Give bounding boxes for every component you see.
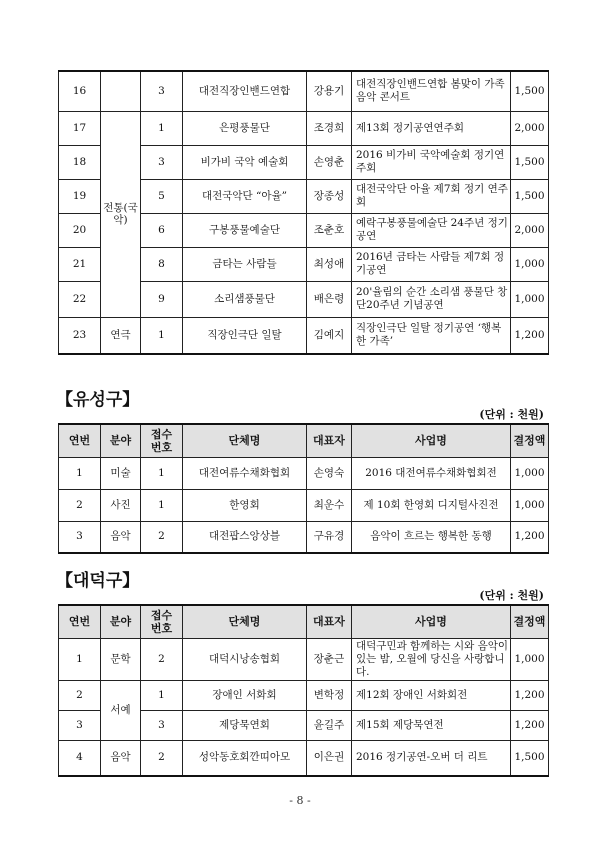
row-number: 23	[59, 317, 101, 354]
representative: 윤길주	[307, 710, 352, 740]
project-name: 대전국악단 아율 제7회 정기 연주회	[352, 179, 511, 213]
organization-name: 대덕시낭송협회	[183, 638, 307, 680]
header-amount: 결정액	[511, 605, 549, 638]
yuseong-section-title: 【유성구】	[56, 390, 140, 410]
table-row	[59, 111, 549, 145]
header-registration: 접수 번호	[141, 424, 183, 457]
registration-number: 1	[141, 317, 183, 354]
header-number: 연번	[59, 424, 101, 457]
amount: 1,000	[511, 638, 549, 680]
organization-name: 대전팝스앙상블	[183, 521, 307, 553]
row-number: 20	[59, 213, 101, 247]
row-number: 22	[59, 281, 101, 317]
organization-name: 구봉풍물예술단	[183, 213, 307, 247]
field-cell: 음악	[101, 521, 141, 553]
amount: 1,500	[511, 71, 549, 111]
header-organization: 단체명	[183, 605, 307, 638]
row-number: 4	[59, 740, 101, 776]
project-name: 2016년 금타는 사람들 제7회 정기공연	[352, 247, 511, 281]
header-number: 연번	[59, 605, 101, 638]
daedeok-section-title: 【대덕구】	[56, 571, 140, 591]
header-amount: 결정액	[511, 424, 549, 457]
organization-name: 대전여류수채화협회	[183, 457, 307, 489]
project-name: 예락구봉풍물예술단 24주년 정기공연	[352, 213, 511, 247]
row-number: 3	[59, 710, 101, 740]
row-number: 1	[59, 457, 101, 489]
header-row	[59, 605, 549, 638]
representative: 강용기	[307, 71, 352, 111]
project-name: 제15회 제당묵연전	[352, 710, 511, 740]
amount: 1,500	[511, 179, 549, 213]
organization-name: 직장인극단 일탈	[183, 317, 307, 354]
organization-name: 제당묵연회	[183, 710, 307, 740]
table-row	[59, 521, 549, 553]
page-number: - 8 -	[289, 794, 311, 807]
amount: 1,500	[511, 740, 549, 776]
yuseong-table	[58, 423, 549, 554]
header-project: 사업명	[352, 605, 511, 638]
registration-number: 1	[141, 680, 183, 710]
header-registration: 접수 번호	[141, 605, 183, 638]
organization-name: 비가비 국악 예술회	[183, 145, 307, 179]
amount: 1,200	[511, 680, 549, 710]
representative: 손영숙	[307, 457, 352, 489]
project-name: 제13회 정기공연연주회	[352, 111, 511, 145]
table-row	[59, 638, 549, 680]
representative: 조춘호	[307, 213, 352, 247]
field-cell: 서예	[101, 680, 141, 740]
amount: 1,000	[511, 247, 549, 281]
row-number: 16	[59, 71, 101, 111]
representative: 변학정	[307, 680, 352, 710]
table-row	[59, 457, 549, 489]
amount: 1,200	[511, 710, 549, 740]
organization-name: 소리샘풍물단	[183, 281, 307, 317]
header-organization: 단체명	[183, 424, 307, 457]
representative: 손영춘	[307, 145, 352, 179]
project-name: 음악이 흐르는 행복한 동행	[352, 521, 511, 553]
organization-name: 은평풍물단	[183, 111, 307, 145]
daedeok-unit-label: (단위 : 천원)	[479, 589, 544, 602]
representative: 장종성	[307, 179, 352, 213]
row-number: 1	[59, 638, 101, 680]
row-number: 2	[59, 489, 101, 521]
row-number: 3	[59, 521, 101, 553]
project-name: 2016 정기공연-오버 더 리트	[352, 740, 511, 776]
row-number: 19	[59, 179, 101, 213]
daedeok-table	[58, 604, 549, 777]
amount: 1,000	[511, 281, 549, 317]
registration-number: 2	[141, 521, 183, 553]
top-table	[58, 70, 549, 355]
header-representative: 대표자	[307, 424, 352, 457]
header-representative: 대표자	[307, 605, 352, 638]
registration-number: 3	[141, 145, 183, 179]
table-row	[59, 71, 549, 111]
amount: 2,000	[511, 213, 549, 247]
amount: 1,200	[511, 317, 549, 354]
registration-number: 6	[141, 213, 183, 247]
organization-name: 금타는 사람들	[183, 247, 307, 281]
registration-number: 2	[141, 740, 183, 776]
table-row	[59, 680, 549, 710]
project-name: 2016 대전여류수채화협회전	[352, 457, 511, 489]
row-number: 2	[59, 680, 101, 710]
organization-name: 성악동호회깐띠아모	[183, 740, 307, 776]
representative: 최성애	[307, 247, 352, 281]
project-name: 제 10회 한영회 디지털사진전	[352, 489, 511, 521]
amount: 1,500	[511, 145, 549, 179]
field-cell: 사진	[101, 489, 141, 521]
table-row	[59, 489, 549, 521]
amount: 2,000	[511, 111, 549, 145]
registration-number: 1	[141, 457, 183, 489]
project-name: 2016 비가비 국악예술회 정기연주회	[352, 145, 511, 179]
field-cell	[101, 71, 141, 111]
registration-number: 3	[141, 710, 183, 740]
registration-number: 9	[141, 281, 183, 317]
project-name: 20'율림의 순간 소리샘 풍물단 창단20주년 기념공연	[352, 281, 511, 317]
header-project: 사업명	[352, 424, 511, 457]
registration-number: 8	[141, 247, 183, 281]
representative: 이은권	[307, 740, 352, 776]
row-number: 17	[59, 111, 101, 145]
field-cell: 연극	[101, 317, 141, 354]
organization-name: 대전국악단 “아율”	[183, 179, 307, 213]
registration-number: 1	[141, 489, 183, 521]
representative: 장춘근	[307, 638, 352, 680]
amount: 1,000	[511, 457, 549, 489]
project-name: 직장인극단 일탈 정기공연 ‘행복한 가족’	[352, 317, 511, 354]
registration-number: 1	[141, 111, 183, 145]
table-row	[59, 317, 549, 354]
field-cell: 미술	[101, 457, 141, 489]
representative: 최운수	[307, 489, 352, 521]
registration-number: 5	[141, 179, 183, 213]
field-cell: 음악	[101, 740, 141, 776]
row-number: 18	[59, 145, 101, 179]
organization-name: 대전직장인밴드연합	[183, 71, 307, 111]
project-name: 대덕구민과 함께하는 시와 음악이 있는 밤, 오월에 당신을 사랑합니다.	[352, 638, 511, 680]
field-cell: 전통(국악)	[101, 111, 141, 317]
representative: 김예지	[307, 317, 352, 354]
registration-number: 2	[141, 638, 183, 680]
header-field: 분야	[101, 424, 141, 457]
row-number: 21	[59, 247, 101, 281]
representative: 조경희	[307, 111, 352, 145]
amount: 1,200	[511, 521, 549, 553]
project-name: 대전직장인밴드연합 봄맞이 가족 음악 콘서트	[352, 71, 511, 111]
header-field: 분야	[101, 605, 141, 638]
representative: 구유경	[307, 521, 352, 553]
representative: 배은령	[307, 281, 352, 317]
amount: 1,000	[511, 489, 549, 521]
project-name: 제12회 장애인 서화회전	[352, 680, 511, 710]
yuseong-unit-label: (단위 : 천원)	[479, 408, 544, 421]
field-cell: 문학	[101, 638, 141, 680]
header-row	[59, 424, 549, 457]
organization-name: 장애인 서화회	[183, 680, 307, 710]
organization-name: 한영회	[183, 489, 307, 521]
registration-number: 3	[141, 71, 183, 111]
table-row	[59, 740, 549, 776]
